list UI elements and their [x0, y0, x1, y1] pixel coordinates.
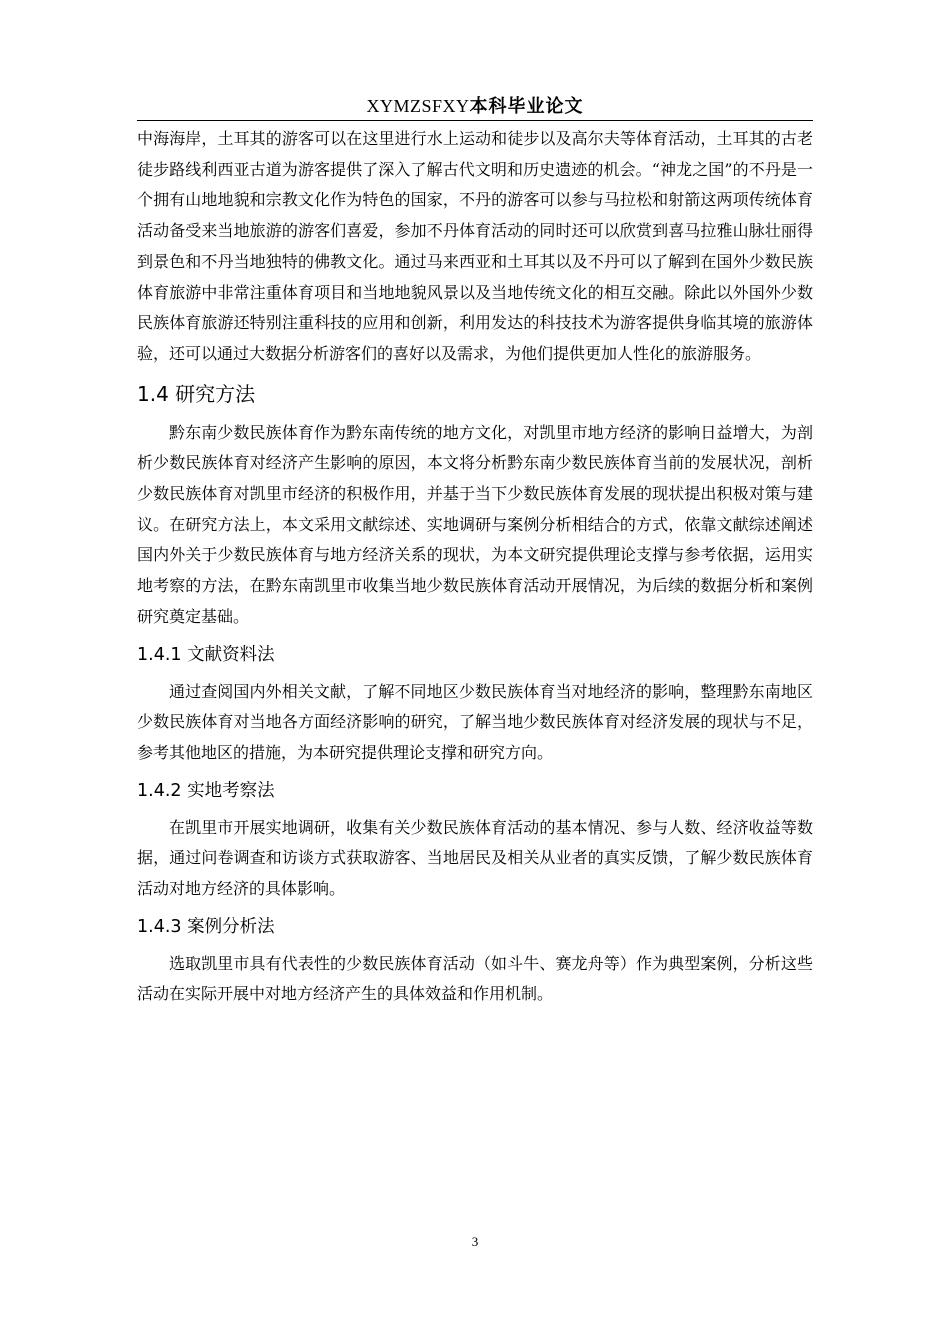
header-title: 本科毕业论文 — [469, 96, 584, 117]
subsection-heading-1-4-1: 1.4.1 文献资料法 — [137, 644, 275, 665]
section-heading-1-4: 1.4 研究方法 — [137, 381, 256, 406]
document-body — [137, 124, 813, 1010]
paragraph-research-methods: 黔东南少数民族体育作为黔东南传统的地方文化，对凯里市地方经济的影响日益增大，为剖析少数民族体育对经济产生影响的原因，本文将分析黔东南少数民族体育当前的发展状况，剖析少数民族体育对凯里市经济的积极作用，并基于当下少数民族体育发展的现状提出积极对策与建议。在研究方法上，本文采用文献综述、实地调研与案例分析相结合的方式，依靠文献综述阐述国内外关于少数民族体育与地方经济关系的现状，为本文研究提供理论支撑与参考依据，运用实地考察的方法，在黔东南凯里市收集当地少数民族体育活动开展情况，为后续的数据分析和案例研究奠定基础。 — [137, 422, 813, 626]
page-number: 3 — [471, 1234, 479, 1249]
header-school-code: XYMZSFXY — [366, 96, 470, 116]
running-header — [137, 94, 813, 121]
paragraph-field-method: 在凯里市开展实地调研，收集有关少数民族体育活动的基本情况、参与人数、经济收益等数据，通过问卷调查和访谈方式获取游客、当地居民及相关从业者的真实反馈，了解少数民族体育活动对地方经济的具体影响。 — [137, 817, 813, 899]
subsection-heading-1-4-2: 1.4.2 实地考察法 — [137, 780, 275, 801]
subsection-heading-1-4-3: 1.4.3 案例分析法 — [137, 916, 275, 937]
paragraph-case-method: 选取凯里市具有代表性的少数民族体育活动（如斗牛、赛龙舟等）作为典型案例，分析这些活动在实际开展中对地方经济产生的具体效益和作用机制。 — [137, 953, 813, 1004]
paragraph-continued: 中海海岸，土耳其的游客可以在这里进行水上运动和徒步以及高尔夫等体育活动，土耳其的古老徒步路线利西亚古道为游客提供了深入了解古代文明和历史遗迹的机会。“神龙之国”的不丹是一个拥有山地地貌和宗教文化作为特色的国家，不丹的游客可以参与马拉松和射箭这两项传统体育活动备受来当地旅游的游客们喜爱，参加不丹体育活动的同时还可以欣赏到喜马拉雅山脉壮丽得到景色和不丹当地独特的佛教文化。通过马来西亚和土耳其以及不丹可以了解到在国外少数民族体育旅游中非常注重体育项目和当地地貌风景以及当地传统文化的相互交融。除此以外国外少数民族体育旅游还特别注重科技的应用和创新，利用发达的科技技术为游客提供身临其境的旅游体验，还可以通过大数据分析游客们的喜好以及需求，为他们提供更加人性化的旅游服务。 — [137, 129, 813, 363]
paragraph-literature-method: 通过查阅国内外相关文献，了解不同地区少数民族体育当对地经济的影响，整理黔东南地区少数民族体育对当地各方面经济影响的研究，了解当地少数民族体育对经济发展的现状与不足，参考其他地区的措施，为本研究提供理论支撑和研究方向。 — [137, 681, 813, 762]
